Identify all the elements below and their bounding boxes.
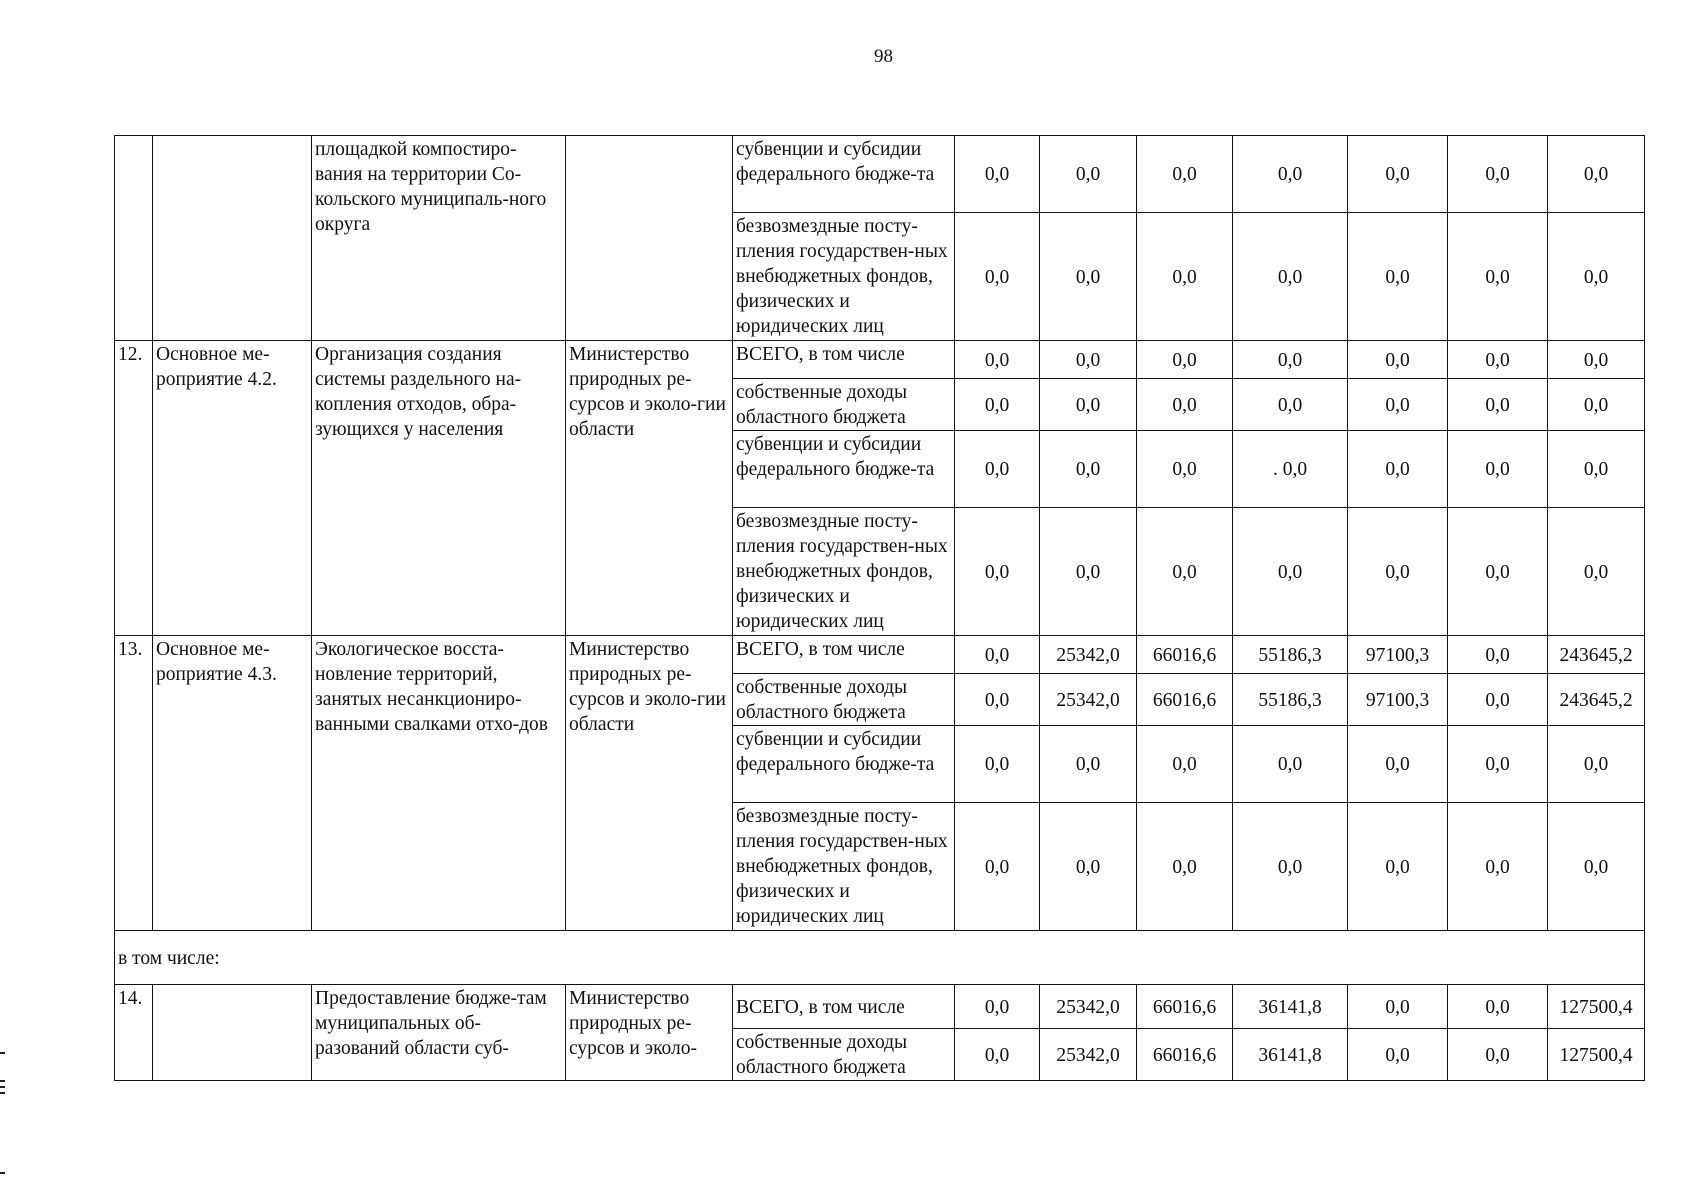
margin-mark [0,1080,5,1082]
cell-value: 25342,0 [1040,985,1137,1029]
cell-type [153,985,312,1081]
cell-source: субвенции и субсидии федерального бюдже-та [733,136,955,213]
cell-source: ВСЕГО, в том числе [733,341,955,379]
cell-value: 0,0 [1348,726,1448,803]
cell-value: 0,0 [1137,379,1233,431]
cell-value: 0,0 [1040,726,1137,803]
cell-value: 36141,8 [1233,1029,1348,1081]
cell-value: 25342,0 [1040,636,1137,674]
cell-value: 0,0 [1233,136,1348,213]
margin-mark [0,1172,5,1174]
cell-value: 0,0 [1348,1029,1448,1081]
cell-value: 0,0 [955,1029,1040,1081]
cell-value: 0,0 [1348,213,1448,341]
cell-value: 0,0 [1040,136,1137,213]
cell-value: 0,0 [955,508,1040,636]
cell-type [153,136,312,341]
cell-value: 97100,3 [1348,674,1448,726]
cell-value: 0,0 [1548,803,1645,931]
cell-num [115,136,153,341]
cell-value: 66016,6 [1137,1029,1233,1081]
cell-source: безвозмездные посту-пления государствен-ных внебюджетных фондов, физических и юридических лиц [733,213,955,341]
cell-value: 0,0 [955,726,1040,803]
cell-value: 0,0 [955,379,1040,431]
cell-source: ВСЕГО, в том числе [733,985,955,1029]
cell-value: 0,0 [1348,985,1448,1029]
budget-table [114,135,1645,1081]
cell-value: 0,0 [1040,341,1137,379]
cell-executor: Министерство природных ре-сурсов и эколо-гии области [566,341,733,636]
cell-value: 0,0 [1448,508,1548,636]
cell-executor: Министерство природных ре-сурсов и эколо-гии области [566,636,733,931]
cell-name: Экологическое восста-новление территорий, занятых несанкциониро-ванными свалками отхо-дов [312,636,566,931]
cell-name: площадкой компостиро-вания на территории Со-кольского муниципаль-ного округа [312,136,566,341]
cell-value: 0,0 [1448,213,1548,341]
cell-value: 0,0 [1040,213,1137,341]
cell-value: 0,0 [1448,674,1548,726]
cell-source: безвозмездные посту-пления государствен-ных внебюджетных фондов, физических и юридических лиц [733,508,955,636]
cell-value: 0,0 [1137,341,1233,379]
cell-source: собственные доходы областного бюджета [733,1029,955,1081]
cell-value: 0,0 [1548,431,1645,508]
cell-value: 0,0 [1040,431,1137,508]
cell-value: 0,0 [1137,726,1233,803]
cell-value: 0,0 [1448,431,1548,508]
page-number: 98 [874,46,893,67]
cell-value: 0,0 [1137,508,1233,636]
cell-value: 243645,2 [1548,636,1645,674]
cell-value: 0,0 [1448,379,1548,431]
cell-executor: Министерство природных ре-сурсов и эколо- [566,985,733,1081]
cell-source: субвенции и субсидии федерального бюдже-та [733,726,955,803]
cell-num: 12. [115,341,153,636]
cell-value: 0,0 [1548,341,1645,379]
cell-num: 13. [115,636,153,931]
table-row [115,985,1645,1029]
cell-value: 0,0 [1548,213,1645,341]
cell-value: 0,0 [1348,379,1448,431]
subheading: в том числе: [115,931,1645,985]
cell-value: 25342,0 [1040,1029,1137,1081]
cell-value: 0,0 [1348,341,1448,379]
cell-value: 0,0 [1348,431,1448,508]
cell-executor [566,136,733,341]
cell-value: 0,0 [955,985,1040,1029]
cell-source: собственные доходы областного бюджета [733,674,955,726]
margin-mark [0,1092,5,1094]
cell-value: 0,0 [1348,508,1448,636]
cell-type: Основное ме-роприятие 4.2. [153,341,312,636]
cell-value: 0,0 [1137,803,1233,931]
cell-value: 0,0 [1548,508,1645,636]
cell-value: 243645,2 [1548,674,1645,726]
margin-mark [0,1086,5,1088]
cell-value: 0,0 [1233,213,1348,341]
cell-source: собственные доходы областного бюджета [733,379,955,431]
cell-value: 0,0 [1233,341,1348,379]
cell-value: 0,0 [1448,803,1548,931]
cell-value: 0,0 [1137,213,1233,341]
table-row [115,136,1645,213]
cell-value: 0,0 [955,341,1040,379]
cell-value: 0,0 [1233,726,1348,803]
cell-value: 0,0 [955,674,1040,726]
cell-value: 66016,6 [1137,636,1233,674]
cell-value: 0,0 [1233,508,1348,636]
cell-value: 0,0 [1040,508,1137,636]
cell-source: безвозмездные посту-пления государствен-ных внебюджетных фондов, физических и юридических лиц [733,803,955,931]
cell-value: 0,0 [1040,803,1137,931]
table-row [115,931,1645,985]
cell-value: 0,0 [1233,379,1348,431]
cell-name: Организация создания системы раздельного на-копления отходов, обра-зующихся у населения [312,341,566,636]
cell-value: 0,0 [1448,341,1548,379]
cell-value: 0,0 [1448,726,1548,803]
cell-value: 0,0 [1448,1029,1548,1081]
cell-value: 0,0 [1448,136,1548,213]
cell-value: 0,0 [955,431,1040,508]
cell-value: 0,0 [955,636,1040,674]
cell-source: ВСЕГО, в том числе [733,636,955,674]
cell-value: 55186,3 [1233,636,1348,674]
table-row [115,636,1645,674]
cell-value: 127500,4 [1548,1029,1645,1081]
cell-name: Предоставление бюдже-там муниципальных об-разований области суб- [312,985,566,1081]
cell-value: 0,0 [1137,136,1233,213]
margin-mark [0,1052,5,1054]
cell-value: 25342,0 [1040,674,1137,726]
cell-value: 66016,6 [1137,674,1233,726]
cell-value: 0,0 [1448,636,1548,674]
cell-value: 0,0 [955,213,1040,341]
cell-value: 0,0 [1040,379,1137,431]
cell-source: субвенции и субсидии федерального бюдже-та [733,431,955,508]
cell-type: Основное ме-роприятие 4.3. [153,636,312,931]
cell-value: 0,0 [955,136,1040,213]
cell-value: 66016,6 [1137,985,1233,1029]
cell-value: 0,0 [1348,803,1448,931]
cell-value: 0,0 [1548,379,1645,431]
cell-value: 36141,8 [1233,985,1348,1029]
cell-value: 0,0 [1448,985,1548,1029]
cell-value: 55186,3 [1233,674,1348,726]
cell-value: . 0,0 [1233,431,1348,508]
cell-value: 97100,3 [1348,636,1448,674]
cell-value: 0,0 [1137,431,1233,508]
cell-value: 0,0 [955,803,1040,931]
cell-value: 127500,4 [1548,985,1645,1029]
cell-value: 0,0 [1548,136,1645,213]
table-row [115,341,1645,379]
cell-value: 0,0 [1348,136,1448,213]
cell-value: 0,0 [1548,726,1645,803]
cell-value: 0,0 [1233,803,1348,931]
cell-num: 14. [115,985,153,1081]
